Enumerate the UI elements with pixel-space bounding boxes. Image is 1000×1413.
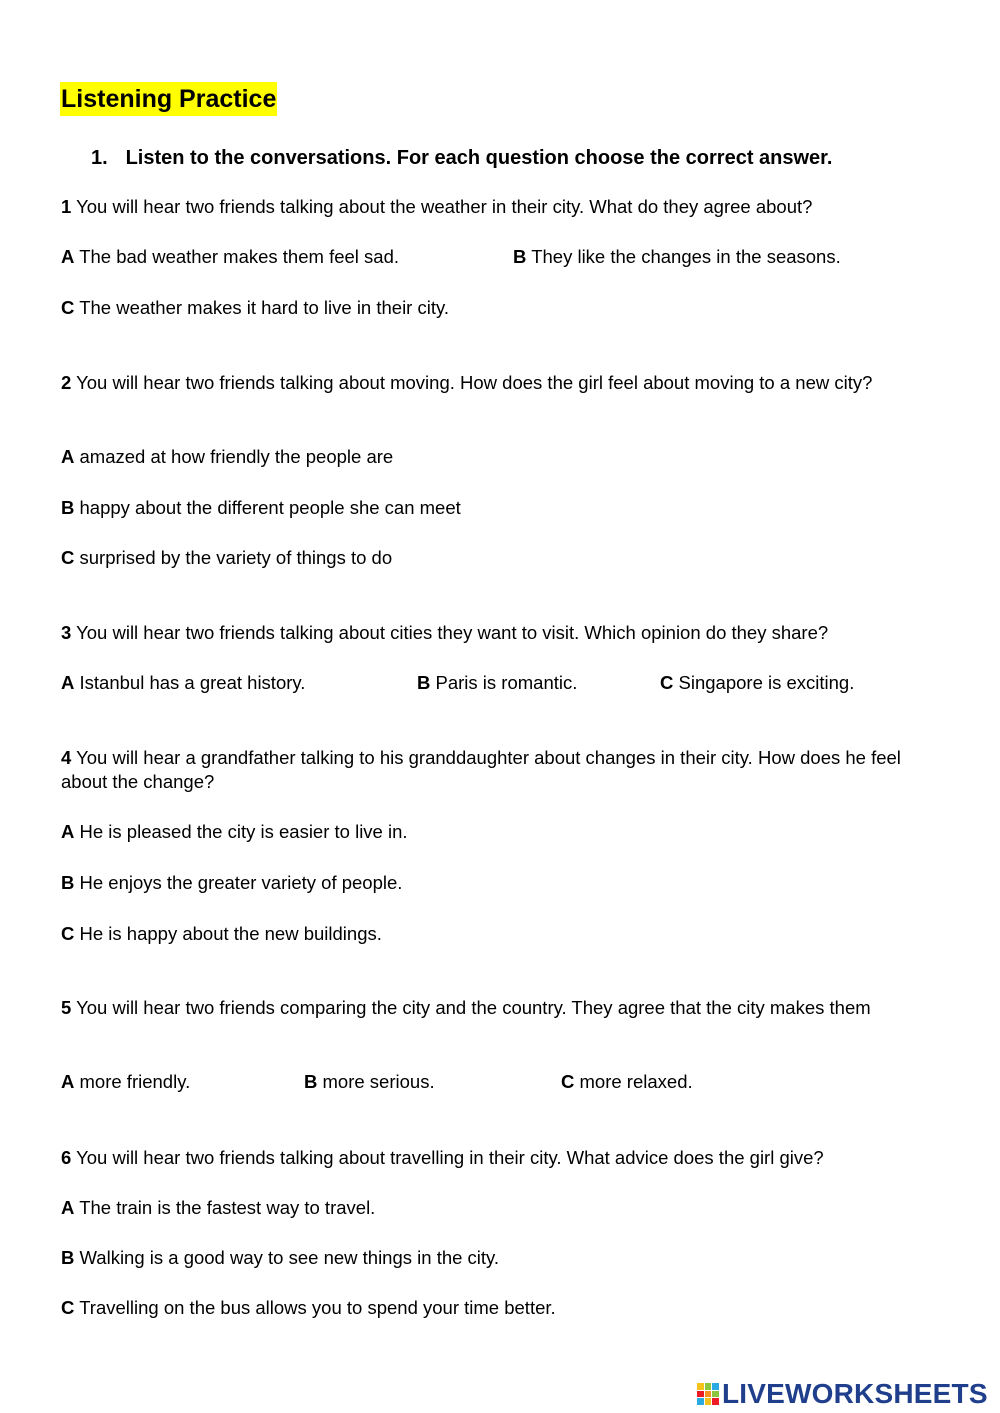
question-number: 6 [61,1147,72,1168]
option-2c[interactable] [61,546,392,570]
option-5c[interactable] [561,1070,693,1094]
question-text: You will hear two friends talking about the weather in their city. What do they agree about? [76,196,813,217]
question-number: 3 [61,622,72,643]
option-text: The weather makes it hard to live in their city. [79,297,449,318]
option-letter: C [61,1297,75,1318]
question-text: You will hear a grandfather talking to his granddaughter about changes in their city. How does he feel about the change? [61,747,901,792]
instruction-number: 1. [91,147,108,169]
option-letter: A [61,246,75,267]
instruction [91,146,832,170]
liveworksheets-logo-icon [697,1383,719,1405]
option-text: He enjoys the greater variety of people. [79,872,403,893]
option-text: He is happy about the new buildings. [79,923,382,944]
question-text: You will hear two friends comparing the city and the country. They agree that the city makes them [76,997,871,1018]
option-2a[interactable] [61,445,393,469]
option-text: Travelling on the bus allows you to spend your time better. [79,1297,556,1318]
question-text: You will hear two friends talking about cities they want to visit. Which opinion do they share? [76,622,829,643]
option-text: more relaxed. [579,1071,693,1092]
option-6b[interactable] [61,1246,499,1270]
option-letter: B [61,497,75,518]
option-2b[interactable] [61,496,461,520]
option-text: Walking is a good way to see new things in the city. [79,1247,500,1268]
question-number: 5 [61,997,72,1018]
instruction-text: Listen to the conversations. For each question choose the correct answer. [125,147,833,169]
option-5a[interactable] [61,1070,190,1094]
question-number: 1 [61,196,72,217]
option-letter: A [61,446,75,467]
option-4b[interactable] [61,871,402,895]
option-3b[interactable] [417,671,577,695]
option-letter: C [61,547,75,568]
option-letter: B [304,1071,318,1092]
option-letter: B [61,1247,75,1268]
question-4 [61,746,941,794]
question-5 [61,996,941,1020]
option-text: Singapore is exciting. [678,672,855,693]
option-letter: A [61,672,75,693]
option-text: amazed at how friendly the people are [79,446,394,467]
option-1c[interactable] [61,296,449,320]
option-6c[interactable] [61,1296,556,1320]
question-3 [61,621,828,645]
option-4c[interactable] [61,922,382,946]
option-letter: A [61,1197,75,1218]
option-text: more friendly. [79,1071,191,1092]
brand-name: LIVEWORKSHEETS [722,1378,988,1409]
option-3c[interactable] [660,671,854,695]
question-number: 4 [61,747,72,768]
option-1a[interactable] [61,245,399,269]
option-letter: A [61,821,75,842]
option-text: Paris is romantic. [435,672,578,693]
question-number: 2 [61,372,72,393]
option-text: more serious. [322,1071,435,1092]
question-text: You will hear two friends talking about travelling in their city. What advice does the girl give? [76,1147,824,1168]
option-letter: C [561,1071,575,1092]
option-letter: C [61,923,75,944]
question-2 [61,371,941,395]
option-text: He is pleased the city is easier to live in. [79,821,408,842]
option-letter: B [417,672,431,693]
option-3a[interactable] [61,671,305,695]
option-6a[interactable] [61,1196,375,1220]
option-text: The bad weather makes them feel sad. [79,246,399,267]
question-1 [61,195,812,219]
option-text: surprised by the variety of things to do [79,547,393,568]
option-text: They like the changes in the seasons. [531,246,841,267]
option-letter: A [61,1071,75,1092]
option-text: Istanbul has a great history. [79,672,306,693]
option-text: happy about the different people she can meet [79,497,461,518]
question-text: You will hear two friends talking about moving. How does the girl feel about moving to a new city? [76,372,873,393]
option-letter: B [513,246,527,267]
option-text: The train is the fastest way to travel. [79,1197,376,1218]
option-letter: B [61,872,75,893]
page-title: Listening Practice [60,82,277,116]
option-letter: C [660,672,674,693]
liveworksheets-brand[interactable] [697,1378,995,1410]
option-4a[interactable] [61,820,408,844]
question-6 [61,1146,824,1170]
option-5b[interactable] [304,1070,435,1094]
option-1b[interactable] [513,245,841,269]
option-letter: C [61,297,75,318]
